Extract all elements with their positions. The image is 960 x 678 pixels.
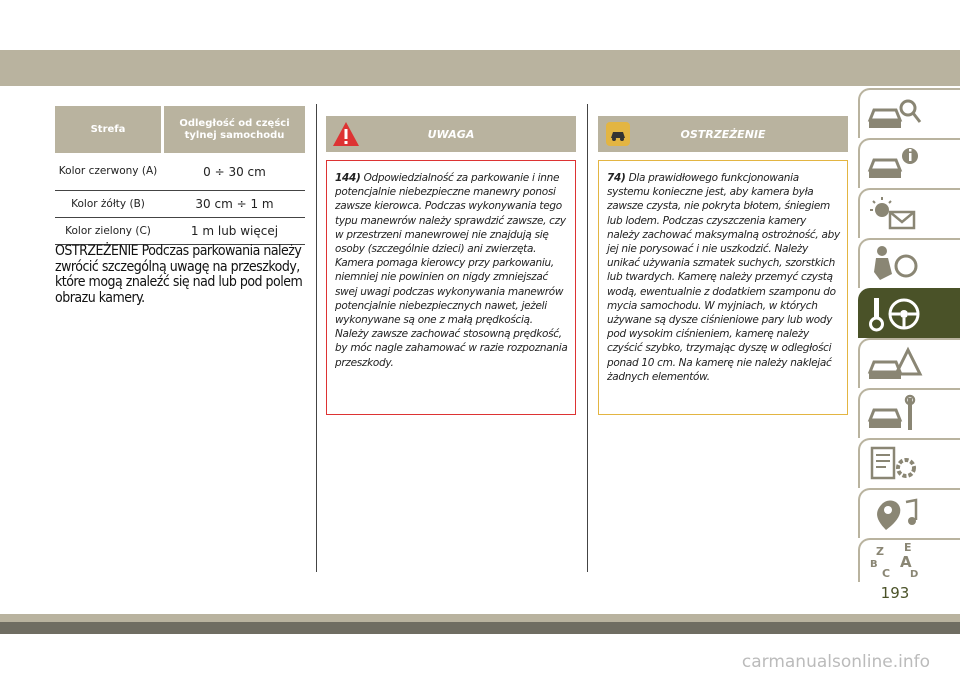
index-letter: Z [876,545,884,558]
ostrzezenie-header [598,116,848,152]
sidebar-item-emergency[interactable] [858,338,960,388]
ostrzezenie-note-number: 74) [607,172,626,184]
sidebar-item-driving[interactable] [858,288,960,338]
sidebar-item-maintenance[interactable] [858,388,960,438]
car-maintenance-icon [866,394,924,434]
footer-band [0,614,960,622]
column-divider [587,104,588,572]
car-info-icon [866,144,924,184]
table-row [55,153,305,191]
alphabet-index-icon [866,541,924,581]
specs-gear-icon [866,444,924,484]
sidebar-item-index[interactable] [858,538,960,582]
index-letter: C [882,567,891,580]
table-row [55,191,305,218]
ostrzezenie-text: Dla prawidłowego funkcjonowania systemu konieczne jest, aby kamera była zawsze czysta, nie pokryta błotem, śniegiem lub lodem. Podczas czyszczenia kamery należy zachować maksymalną ostrożność, aby jej nie porysować i nie uszkodzić. Należy unikać używania szmatek suchych, szorstkich lub twardych. Kamerę należy przemyć czystą wodą, ewentualnie z dodatkiem szamponu do mycia samochodu. W myjniach, w których używane są dysze ciśnieniowe pary lub wody pod wysokim ciśnieniem, kamerę należy czyścić szybko, trzymając dyszę w odległości ponad 10 cm. Na kamerę nie należy naklejać żadnych elementów. [607,172,840,383]
table-header [55,106,305,153]
warning-lights-icon [866,194,924,234]
header-band [0,50,960,86]
table-header-zone: Strefa [55,106,161,153]
ostrzezenie-title: OSTRZEŻENIE [680,127,766,141]
index-letter: B [870,559,878,570]
sidebar-item-warning-lights[interactable] [858,188,960,238]
table-cell-zone: Kolor czerwony (A) [58,165,158,177]
table-row [55,218,305,245]
uwaga-header [326,116,576,152]
index-letter: E [904,541,912,554]
table-cell-zone: Kolor zielony (C) [65,224,151,237]
uwaga-box [326,160,576,415]
car-caution-icon [598,116,638,152]
sidebar-item-multimedia[interactable] [858,488,960,538]
sidebar-item-car-info[interactable] [858,138,960,188]
table-header-distance: Odległość od części tylnej samochodu [164,106,305,153]
ostrzezenie-box [598,160,848,415]
car-emergency-icon [866,344,924,384]
warning-paragraph: OSTRZEŻENIE Podczas parkowania należy zwrócić szczególną uwagę na przeszkody, które mogą znaleźć się nad lub pod polem obrazu kamery. [55,243,303,306]
uwaga-title: UWAGA [427,127,475,141]
table-cell-zone: Kolor żółty (B) [71,197,145,210]
car-search-icon [866,94,924,134]
index-letter: D [910,569,919,580]
distance-zone-table [55,106,305,245]
sidebar-item-seat-airbag[interactable] [858,238,960,288]
table-cell-distance: 1 m lub więcej [190,224,279,238]
footer-band-dark [0,622,960,634]
table-cell-distance: 0 ÷ 30 cm [203,164,266,179]
danger-triangle-icon [326,116,366,152]
column-divider [316,104,317,572]
multimedia-icon [866,494,924,534]
watermark: carmanualsonline.info [741,652,930,672]
uwaga-text: Odpowiedzialność za parkowanie i inne potencjalnie niebezpieczne manewry ponosi zawsze kierowca. Podczas wykonywania tego typu manewrów należy sprawdzić zawsze, czy w przestrzeni manewrowej nie znajdują się osoby (szczególnie dzieci) ani zwierzęta. Kamera pomaga kierowcy przy parkowaniu, niemniej nie powinien on nigdy zmniejszać swej uwagi podczas wykonywania manewrów potencjalnie niebezpiecznych nawet, jeżeli wykonywane są one z małą prędkością. Należy zawsze zachować stosowną prędkość, by móc nagle zahamować w razie rozpoznania przeszkody. [335,172,568,369]
seat-airbag-icon [866,244,924,284]
sidebar-item-car-search[interactable] [858,88,960,138]
table-cell-distance: 30 cm ÷ 1 m [195,197,274,211]
index-letter: A [900,553,912,571]
key-steering-wheel-icon [866,294,924,334]
page-number: 193 [880,584,910,602]
uwaga-note-number: 144) [335,172,361,184]
sidebar-item-specs[interactable] [858,438,960,488]
